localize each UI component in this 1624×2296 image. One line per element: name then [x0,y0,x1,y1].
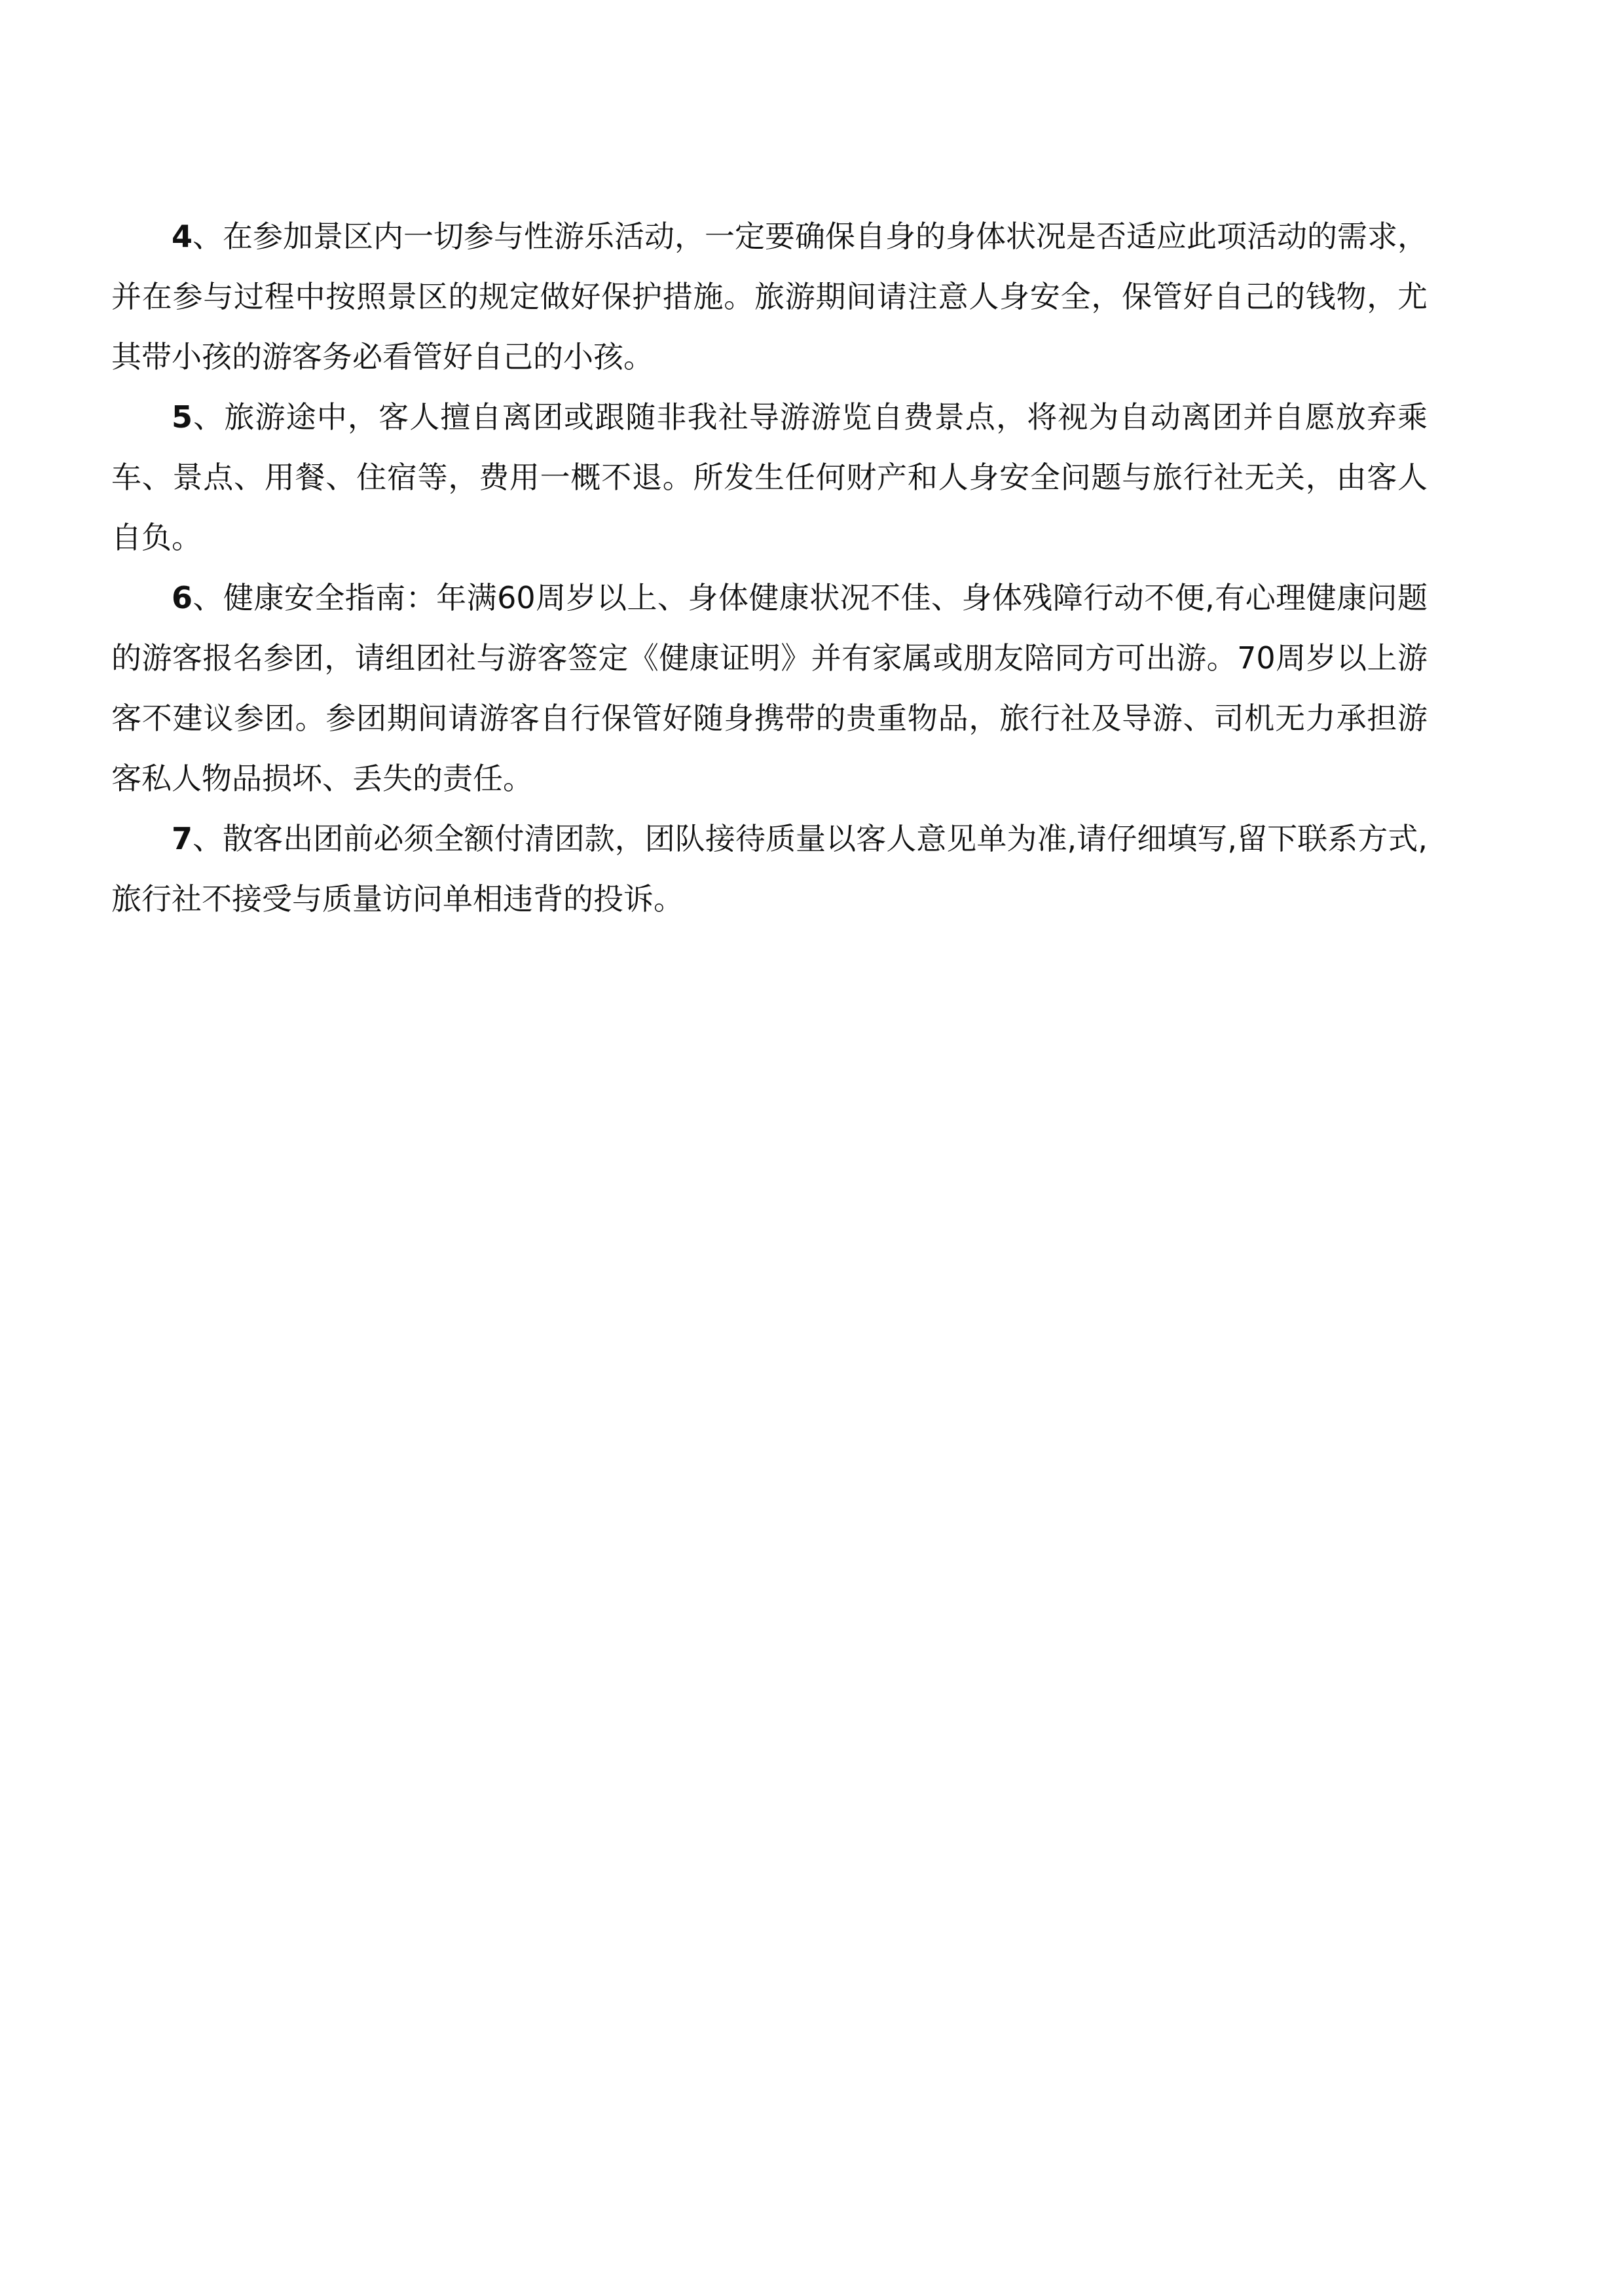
clause-separator: 、 [193,399,225,435]
clause-text: 散客出团前必须全额付清团款，团队接待质量以客人意见单为准,请仔细填写,留下联系方式,旅行社不接受与质量访问单相违背的投诉。 [111,821,1428,917]
clause-separator: 、 [193,219,223,254]
clause-text: 健康安全指南：年满60周岁以上、身体健康状况不佳、身体残障行动不便,有心理健康问题的游客报名参团，请组团社与游客签定《健康证明》并有家属或朋友陪同方可出游。70周岁以上游客不建议参团。参团期间请游客自行保管好随身携带的贵重物品，旅行社及导游、司机无力承担游客私人物品损坏、丢失的责任。 [111,580,1428,796]
clause-separator: 、 [193,580,223,615]
clause-number: 4 [172,219,193,254]
clause-4 [111,206,1428,387]
clause-6 [111,568,1428,809]
clause-7 [111,809,1428,929]
clause-number: 7 [172,821,193,856]
clause-number: 6 [172,580,193,615]
clause-separator: 、 [193,821,223,856]
clause-text: 旅游途中，客人擅自离团或跟随非我社导游游览自费景点，将视为自动离团并自愿放弃乘车、景点、用餐、住宿等，费用一概不退。所发生任何财产和人身安全问题与旅行社无关，由客人自负。 [111,399,1428,555]
clause-5 [111,387,1428,568]
clause-number: 5 [172,399,193,435]
clause-text: 在参加景区内一切参与性游乐活动，一定要确保自身的身体状况是否适应此项活动的需求，并在参与过程中按照景区的规定做好保护措施。旅游期间请注意人身安全，保管好自己的钱物，尤其带小孩的游客务必看管好自己的小孩。 [111,219,1428,374]
terms-body [111,206,1428,929]
